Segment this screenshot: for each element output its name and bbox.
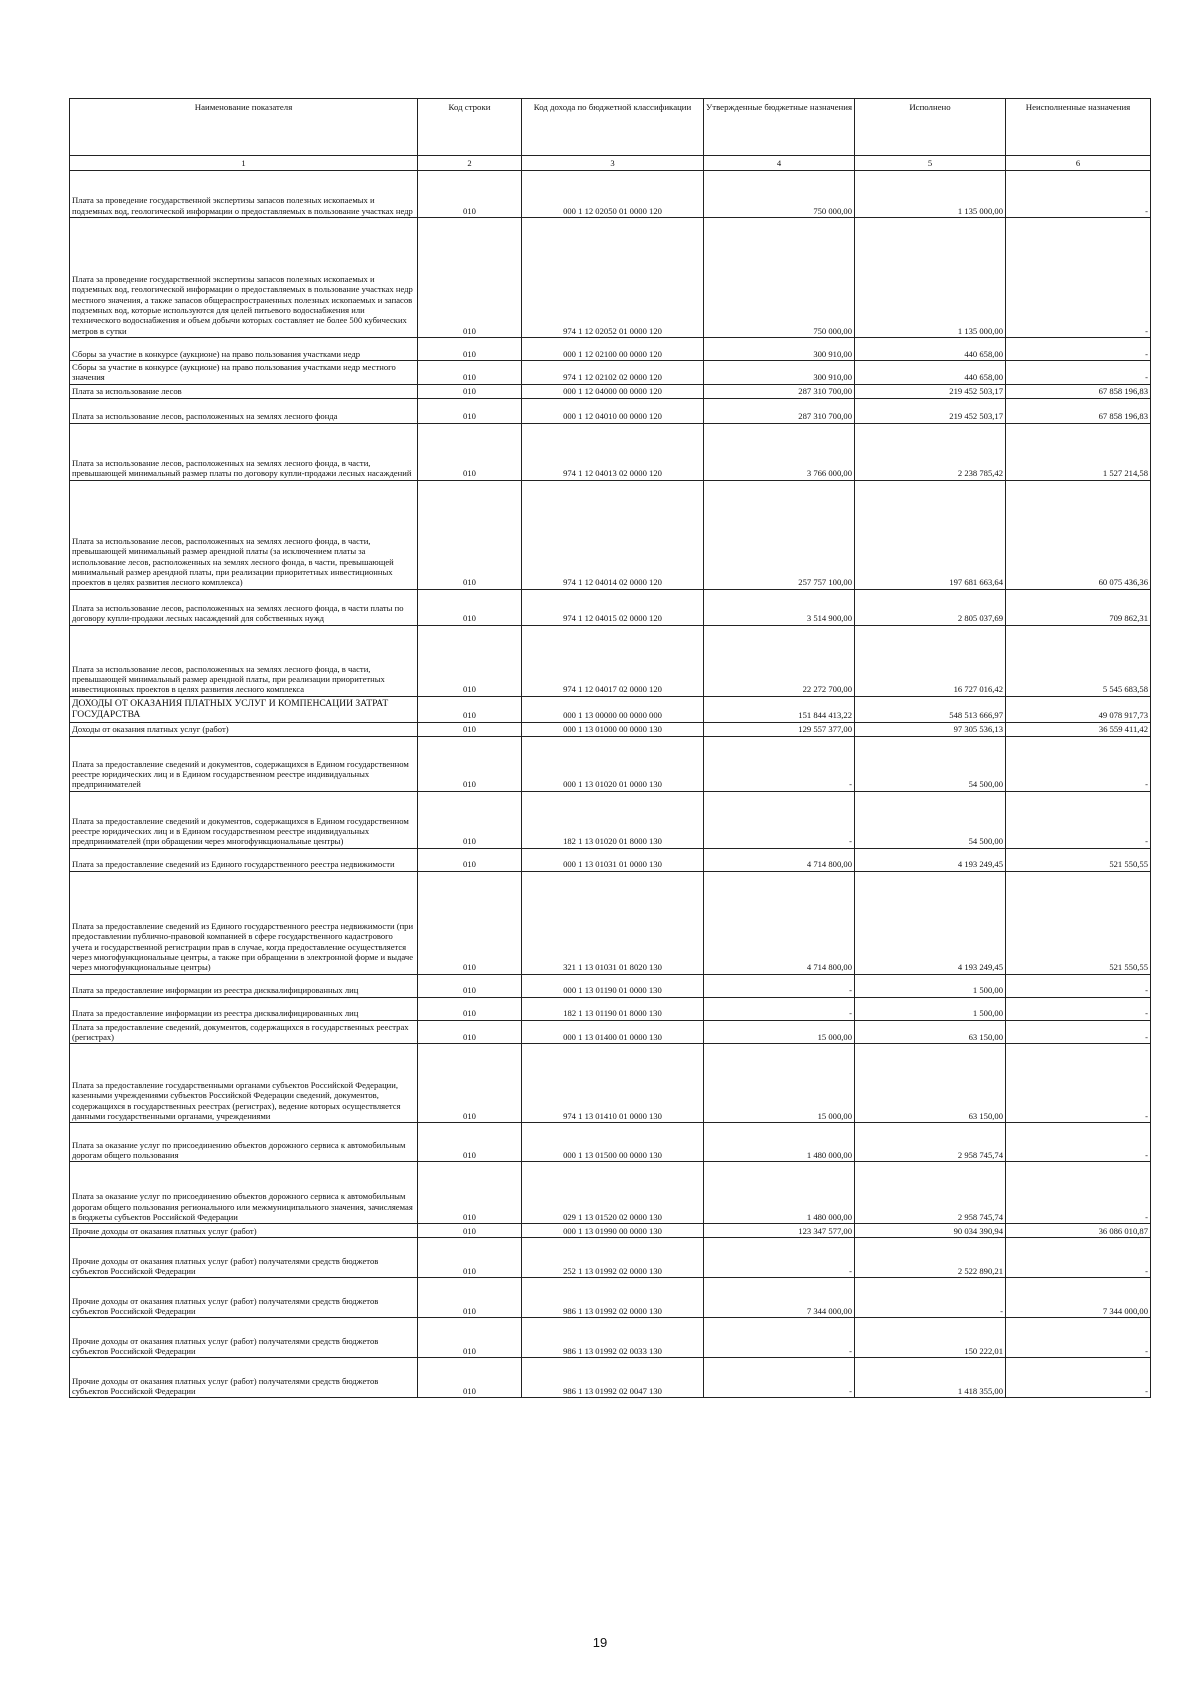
approved-amount-cell: 7 344 000,00 [704, 1278, 855, 1318]
indicator-name-cell: ДОХОДЫ ОТ ОКАЗАНИЯ ПЛАТНЫХ УСЛУГ И КОМПЕНСАЦИИ ЗАТРАТ ГОСУДАРСТВА [70, 696, 418, 722]
executed-amount-cell: 548 513 666,97 [855, 696, 1006, 722]
indicator-name-cell: Плата за предоставление сведений и документов, содержащихся в Едином государственном реестре юридических лиц и в Едином государственном реестре индивидуальных предпринимателей [70, 736, 418, 791]
executed-amount-cell: 2 522 890,21 [855, 1238, 1006, 1278]
table-row [70, 423, 1151, 480]
executed-amount-cell: 97 305 536,13 [855, 722, 1006, 736]
unexecuted-amount-cell: 36 086 010,87 [1006, 1224, 1151, 1238]
income-code-cell: 974 1 12 04015 02 0000 120 [522, 589, 704, 625]
unexecuted-amount-cell: 67 858 196,83 [1006, 384, 1151, 398]
executed-amount-cell: 54 500,00 [855, 791, 1006, 848]
income-code-cell: 986 1 13 01992 02 0033 130 [522, 1318, 704, 1358]
executed-amount-cell: - [855, 1278, 1006, 1318]
executed-amount-cell: 2 238 785,42 [855, 423, 1006, 480]
header-indicator-name: Наименование показателя [70, 99, 418, 156]
executed-amount-cell: 1 135 000,00 [855, 171, 1006, 218]
approved-amount-cell: 287 310 700,00 [704, 398, 855, 423]
unexecuted-amount-cell: - [1006, 338, 1151, 361]
line-code-cell: 010 [418, 997, 522, 1020]
income-code-cell: 974 1 12 04013 02 0000 120 [522, 423, 704, 480]
approved-amount-cell: 3 766 000,00 [704, 423, 855, 480]
unexecuted-amount-cell: - [1006, 1358, 1151, 1398]
approved-amount-cell: 750 000,00 [704, 171, 855, 218]
table-row [70, 736, 1151, 791]
unexecuted-amount-cell: - [1006, 791, 1151, 848]
header-line-code: Код строки [418, 99, 522, 156]
column-number: 6 [1006, 156, 1151, 171]
line-code-cell: 010 [418, 791, 522, 848]
table-row [70, 974, 1151, 997]
table-row [70, 1123, 1151, 1162]
indicator-name-cell: Плата за предоставление сведений и документов, содержащихся в Едином государственном реестре юридических лиц и в Едином государственном реестре индивидуальных предпринимателей (при обращении через многофункциональные центры) [70, 791, 418, 848]
income-code-cell: 182 1 13 01020 01 8000 130 [522, 791, 704, 848]
indicator-name-cell: Прочие доходы от оказания платных услуг (работ) получателями средств бюджетов субъектов Российской Федерации [70, 1238, 418, 1278]
header-row [70, 99, 1151, 156]
executed-amount-cell: 197 681 663,64 [855, 480, 1006, 589]
table-row [70, 398, 1151, 423]
approved-amount-cell: - [704, 1358, 855, 1398]
income-code-cell: 029 1 13 01520 02 0000 130 [522, 1162, 704, 1224]
unexecuted-amount-cell: - [1006, 1162, 1151, 1224]
executed-amount-cell: 219 452 503,17 [855, 398, 1006, 423]
unexecuted-amount-cell: 36 559 411,42 [1006, 722, 1151, 736]
table-row [70, 1020, 1151, 1044]
table-row [70, 871, 1151, 974]
income-code-cell: 986 1 13 01992 02 0000 130 [522, 1278, 704, 1318]
line-code-cell: 010 [418, 1278, 522, 1318]
column-number: 5 [855, 156, 1006, 171]
indicator-name-cell: Плата за предоставление информации из реестра дисквалифицированных лиц [70, 997, 418, 1020]
column-number: 4 [704, 156, 855, 171]
executed-amount-cell: 63 150,00 [855, 1044, 1006, 1123]
table-row [70, 1238, 1151, 1278]
unexecuted-amount-cell: 709 862,31 [1006, 589, 1151, 625]
unexecuted-amount-cell: - [1006, 218, 1151, 338]
executed-amount-cell: 2 958 745,74 [855, 1162, 1006, 1224]
budget-income-table [69, 98, 1151, 1398]
indicator-name-cell: Сборы за участие в конкурсе (аукционе) на право пользования участками недр [70, 338, 418, 361]
indicator-name-cell: Плата за использование лесов, расположенных на землях лесного фонда, в части, превышающей минимальный размер арендной платы (за исключением платы за использование лесов, расположенных на землях лесного фонда, в части, превышающей минимальный размер арендной платы, при реализации приоритетных инвестиционных проектов в целях развития лесного комплекса) [70, 480, 418, 589]
indicator-name-cell: Плата за проведение государственной экспертизы запасов полезных ископаемых и подземных вод, геологической информации о предоставляемых в пользование участках недр местного значения, а также запасов общераспространенных полезных ископаемых и запасов подземных вод, которые используются для целей питьевого водоснабжения или технического водоснабжения и объем добычи которых составляет не более 500 кубических метров в сутки [70, 218, 418, 338]
approved-amount-cell: - [704, 1318, 855, 1358]
line-code-cell: 010 [418, 1044, 522, 1123]
line-code-cell: 010 [418, 338, 522, 361]
unexecuted-amount-cell: - [1006, 1044, 1151, 1123]
unexecuted-amount-cell: - [1006, 974, 1151, 997]
column-number: 3 [522, 156, 704, 171]
line-code-cell: 010 [418, 696, 522, 722]
approved-amount-cell: 129 557 377,00 [704, 722, 855, 736]
approved-amount-cell: 1 480 000,00 [704, 1123, 855, 1162]
column-number: 1 [70, 156, 418, 171]
executed-amount-cell: 1 500,00 [855, 997, 1006, 1020]
table-row [70, 722, 1151, 736]
indicator-name-cell: Плата за предоставление государственными органами субъектов Российской Федерации, казенными учреждениями субъектов Российской Федерации сведений, документов, содержащихся в государственных реестрах (регистрах), ведение которых осуществляется данными государственными органами, учреждениями [70, 1044, 418, 1123]
line-code-cell: 010 [418, 361, 522, 385]
column-number-row [70, 156, 1151, 171]
indicator-name-cell: Доходы от оказания платных услуг (работ) [70, 722, 418, 736]
indicator-name-cell: Прочие доходы от оказания платных услуг (работ) [70, 1224, 418, 1238]
executed-amount-cell: 54 500,00 [855, 736, 1006, 791]
unexecuted-amount-cell: - [1006, 997, 1151, 1020]
income-code-cell: 000 1 13 01031 01 0000 130 [522, 848, 704, 871]
approved-amount-cell: 4 714 800,00 [704, 871, 855, 974]
indicator-name-cell: Прочие доходы от оказания платных услуг (работ) получателями средств бюджетов субъектов Российской Федерации [70, 1278, 418, 1318]
unexecuted-amount-cell: 521 550,55 [1006, 848, 1151, 871]
executed-amount-cell: 440 658,00 [855, 338, 1006, 361]
executed-amount-cell: 1 135 000,00 [855, 218, 1006, 338]
line-code-cell: 010 [418, 398, 522, 423]
approved-amount-cell: 1 480 000,00 [704, 1162, 855, 1224]
unexecuted-amount-cell: - [1006, 171, 1151, 218]
executed-amount-cell: 4 193 249,45 [855, 871, 1006, 974]
indicator-name-cell: Плата за использование лесов, расположенных на землях лесного фонда, в части, превышающей минимальный размер платы по договору купли-продажи лесных насаждений [70, 423, 418, 480]
table-row [70, 1224, 1151, 1238]
indicator-name-cell: Плата за предоставление сведений из Единого государственного реестра недвижимости (при предоставлении публично-правовой компанией в сфере государственного кадастрового учета и государственной регистрации прав в случае, когда предоставление осуществляется через многофункциональные центры, а также при обращении в электронной форме и выдаче через многофункциональные центры) [70, 871, 418, 974]
unexecuted-amount-cell: - [1006, 1123, 1151, 1162]
approved-amount-cell: 300 910,00 [704, 361, 855, 385]
executed-amount-cell: 2 958 745,74 [855, 1123, 1006, 1162]
line-code-cell: 010 [418, 1238, 522, 1278]
indicator-name-cell: Сборы за участие в конкурсе (аукционе) на право пользования участками недр местного значения [70, 361, 418, 385]
page-number: 19 [592, 1635, 608, 1650]
approved-amount-cell: - [704, 997, 855, 1020]
income-code-cell: 182 1 13 01190 01 8000 130 [522, 997, 704, 1020]
unexecuted-amount-cell: 7 344 000,00 [1006, 1278, 1151, 1318]
table-row [70, 1358, 1151, 1398]
unexecuted-amount-cell: - [1006, 1238, 1151, 1278]
line-code-cell: 010 [418, 1318, 522, 1358]
approved-amount-cell: 15 000,00 [704, 1044, 855, 1123]
income-code-cell: 000 1 13 01990 00 0000 130 [522, 1224, 704, 1238]
header-executed: Исполнено [855, 99, 1006, 156]
unexecuted-amount-cell: 5 545 683,58 [1006, 625, 1151, 696]
table-row [70, 361, 1151, 385]
table-row [70, 625, 1151, 696]
table-row [70, 791, 1151, 848]
table-row [70, 589, 1151, 625]
table-row [70, 480, 1151, 589]
executed-amount-cell: 219 452 503,17 [855, 384, 1006, 398]
line-code-cell: 010 [418, 1224, 522, 1238]
line-code-cell: 010 [418, 423, 522, 480]
income-code-cell: 000 1 13 01400 01 0000 130 [522, 1020, 704, 1044]
executed-amount-cell: 440 658,00 [855, 361, 1006, 385]
income-code-cell: 000 1 12 02050 01 0000 120 [522, 171, 704, 218]
line-code-cell: 010 [418, 218, 522, 338]
unexecuted-amount-cell: 67 858 196,83 [1006, 398, 1151, 423]
table-row [70, 218, 1151, 338]
income-code-cell: 986 1 13 01992 02 0047 130 [522, 1358, 704, 1398]
header-unexecuted: Неисполненные назначения [1006, 99, 1151, 156]
indicator-name-cell: Плата за предоставление информации из реестра дисквалифицированных лиц [70, 974, 418, 997]
table-row [70, 1278, 1151, 1318]
unexecuted-amount-cell: 49 078 917,73 [1006, 696, 1151, 722]
line-code-cell: 010 [418, 171, 522, 218]
income-code-cell: 321 1 13 01031 01 8020 130 [522, 871, 704, 974]
income-code-cell: 000 1 13 00000 00 0000 000 [522, 696, 704, 722]
line-code-cell: 010 [418, 480, 522, 589]
approved-amount-cell: 287 310 700,00 [704, 384, 855, 398]
indicator-name-cell: Плата за оказание услуг по присоединению объектов дорожного сервиса к автомобильным дорогам общего пользования регионального или межмуниципального значения, зачисляемая в бюджеты субъектов Российской Федерации [70, 1162, 418, 1224]
income-code-cell: 000 1 13 01190 01 0000 130 [522, 974, 704, 997]
header-approved: Утвержденные бюджетные назначения [704, 99, 855, 156]
table-row [70, 1318, 1151, 1358]
table-row [70, 1162, 1151, 1224]
indicator-name-cell: Плата за предоставление сведений из Единого государственного реестра недвижимости [70, 848, 418, 871]
unexecuted-amount-cell: 1 527 214,58 [1006, 423, 1151, 480]
indicator-name-cell: Плата за оказание услуг по присоединению объектов дорожного сервиса к автомобильным дорогам общего пользования [70, 1123, 418, 1162]
line-code-cell: 010 [418, 384, 522, 398]
executed-amount-cell: 1 418 355,00 [855, 1358, 1006, 1398]
executed-amount-cell: 150 222,01 [855, 1318, 1006, 1358]
table-row [70, 171, 1151, 218]
line-code-cell: 010 [418, 1020, 522, 1044]
indicator-name-cell: Плата за использование лесов, расположенных на землях лесного фонда, в части платы по договору купли-продажи лесных насаждений для собственных нужд [70, 589, 418, 625]
income-code-cell: 000 1 12 04000 00 0000 120 [522, 384, 704, 398]
line-code-cell: 010 [418, 871, 522, 974]
income-code-cell: 974 1 12 02102 02 0000 120 [522, 361, 704, 385]
income-code-cell: 000 1 13 01500 00 0000 130 [522, 1123, 704, 1162]
indicator-name-cell: Прочие доходы от оказания платных услуг (работ) получателями средств бюджетов субъектов Российской Федерации [70, 1358, 418, 1398]
unexecuted-amount-cell: - [1006, 736, 1151, 791]
approved-amount-cell: - [704, 791, 855, 848]
income-code-cell: 974 1 13 01410 01 0000 130 [522, 1044, 704, 1123]
unexecuted-amount-cell: - [1006, 1020, 1151, 1044]
approved-amount-cell: - [704, 736, 855, 791]
income-code-cell: 000 1 13 01000 00 0000 130 [522, 722, 704, 736]
indicator-name-cell: Плата за предоставление сведений, документов, содержащихся в государственных реестрах (регистрах) [70, 1020, 418, 1044]
line-code-cell: 010 [418, 1162, 522, 1224]
approved-amount-cell: 15 000,00 [704, 1020, 855, 1044]
line-code-cell: 010 [418, 1358, 522, 1398]
approved-amount-cell: 22 272 700,00 [704, 625, 855, 696]
approved-amount-cell: 257 757 100,00 [704, 480, 855, 589]
approved-amount-cell: 3 514 900,00 [704, 589, 855, 625]
executed-amount-cell: 4 193 249,45 [855, 848, 1006, 871]
executed-amount-cell: 16 727 016,42 [855, 625, 1006, 696]
line-code-cell: 010 [418, 722, 522, 736]
approved-amount-cell: 151 844 413,22 [704, 696, 855, 722]
income-code-cell: 252 1 13 01992 02 0000 130 [522, 1238, 704, 1278]
approved-amount-cell: - [704, 1238, 855, 1278]
unexecuted-amount-cell: - [1006, 1318, 1151, 1358]
executed-amount-cell: 90 034 390,94 [855, 1224, 1006, 1238]
income-code-cell: 000 1 12 04010 00 0000 120 [522, 398, 704, 423]
indicator-name-cell: Плата за использование лесов [70, 384, 418, 398]
line-code-cell: 010 [418, 848, 522, 871]
line-code-cell: 010 [418, 1123, 522, 1162]
executed-amount-cell: 63 150,00 [855, 1020, 1006, 1044]
approved-amount-cell: 123 347 577,00 [704, 1224, 855, 1238]
table-body [70, 171, 1151, 1398]
indicator-name-cell: Плата за использование лесов, расположенных на землях лесного фонда [70, 398, 418, 423]
income-code-cell: 000 1 12 02100 00 0000 120 [522, 338, 704, 361]
table-row [70, 338, 1151, 361]
table-row [70, 696, 1151, 722]
line-code-cell: 010 [418, 736, 522, 791]
approved-amount-cell: - [704, 974, 855, 997]
line-code-cell: 010 [418, 625, 522, 696]
table-row [70, 1044, 1151, 1123]
table-row [70, 384, 1151, 398]
income-code-cell: 974 1 12 04017 02 0000 120 [522, 625, 704, 696]
income-code-cell: 000 1 13 01020 01 0000 130 [522, 736, 704, 791]
approved-amount-cell: 750 000,00 [704, 218, 855, 338]
unexecuted-amount-cell: 60 075 436,36 [1006, 480, 1151, 589]
indicator-name-cell: Плата за проведение государственной экспертизы запасов полезных ископаемых и подземных вод, геологической информации о предоставляемых в пользование участках недр [70, 171, 418, 218]
approved-amount-cell: 300 910,00 [704, 338, 855, 361]
unexecuted-amount-cell: 521 550,55 [1006, 871, 1151, 974]
executed-amount-cell: 2 805 037,69 [855, 589, 1006, 625]
income-code-cell: 974 1 12 04014 02 0000 120 [522, 480, 704, 589]
executed-amount-cell: 1 500,00 [855, 974, 1006, 997]
income-code-cell: 974 1 12 02052 01 0000 120 [522, 218, 704, 338]
line-code-cell: 010 [418, 589, 522, 625]
unexecuted-amount-cell: - [1006, 361, 1151, 385]
header-income-code: Код дохода по бюджетной классификации [522, 99, 704, 156]
approved-amount-cell: 4 714 800,00 [704, 848, 855, 871]
indicator-name-cell: Плата за использование лесов, расположенных на землях лесного фонда, в части, превышающей минимальный размер арендной платы, при реализации приоритетных инвестиционных проектов в целях развития лесного комплекса [70, 625, 418, 696]
table-row [70, 997, 1151, 1020]
column-number: 2 [418, 156, 522, 171]
line-code-cell: 010 [418, 974, 522, 997]
table-row [70, 848, 1151, 871]
indicator-name-cell: Прочие доходы от оказания платных услуг (работ) получателями средств бюджетов субъектов Российской Федерации [70, 1318, 418, 1358]
